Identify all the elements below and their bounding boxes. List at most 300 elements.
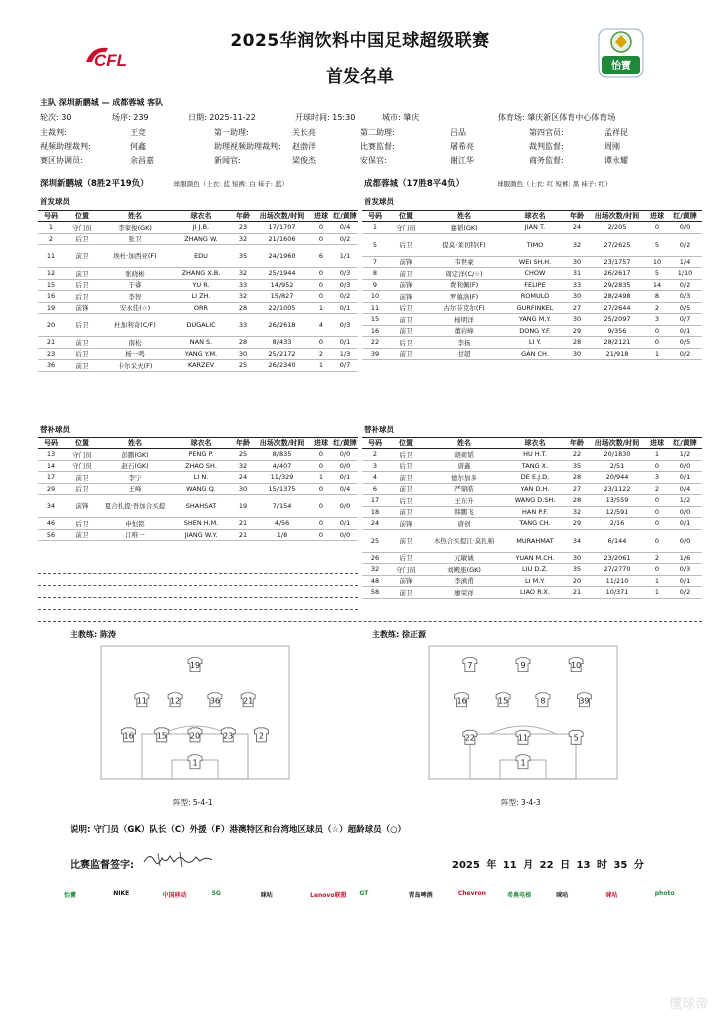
player-cell: 21/1606 <box>254 233 310 245</box>
csl-logo-text: 怡寶 <box>611 61 631 72</box>
player-cell: 杨一鸣 <box>100 348 170 360</box>
official-role: 第一助理: <box>214 128 249 137</box>
sponsor-logo: photo <box>654 890 675 897</box>
player-row <box>38 518 358 530</box>
player-shirt-number: 16 <box>456 696 467 706</box>
player-cell: 王东升 <box>424 495 504 507</box>
column-header: 姓名 <box>424 438 504 449</box>
player-cell: 10 <box>646 256 668 268</box>
player-cell: 0 <box>646 564 668 576</box>
player-row <box>38 360 358 372</box>
player-cell: 32 <box>232 460 254 472</box>
player-cell: 2/16 <box>588 518 646 530</box>
player-cell: 韦世豪 <box>424 256 504 268</box>
player-cell: 11/210 <box>588 575 646 587</box>
player-row <box>38 460 358 472</box>
player-cell: 1 <box>646 348 668 360</box>
player-cell: NAN S. <box>170 337 232 349</box>
player-row <box>362 506 702 518</box>
player-cell: 前锋 <box>64 495 100 518</box>
player-cell: SHEN H.M. <box>170 518 232 530</box>
player-cell: DONG Y.F. <box>504 325 566 337</box>
player-cell: 23/2061 <box>588 552 646 564</box>
player-cell: 0/0 <box>668 506 702 518</box>
sponsor-logo: 咪咕 <box>605 892 618 899</box>
column-header: 红/黄牌 <box>333 439 357 447</box>
player-cell: 提莫·莱切特(F) <box>424 233 504 256</box>
column-header: 姓名 <box>424 211 504 222</box>
player-cell: 董岩峰 <box>424 325 504 337</box>
player-cell: 前锋 <box>388 291 424 303</box>
player-cell: WANG D.SH. <box>504 495 566 507</box>
player-cell: 29/2835 <box>588 279 646 291</box>
column-header: 位置 <box>64 211 100 222</box>
player-shirt-number: 22 <box>464 733 475 743</box>
player-cell: 前卫 <box>64 337 100 349</box>
player-cell: 前卫 <box>388 529 424 552</box>
player-cell: 25 <box>232 360 254 372</box>
player-cell: WEI SH.H. <box>504 256 566 268</box>
player-row <box>38 268 358 280</box>
player-cell: 20 <box>566 575 588 587</box>
column-header: 年龄 <box>566 438 588 449</box>
player-cell: 29 <box>566 325 588 337</box>
player-cell: TIMO <box>504 233 566 256</box>
column-header: 姓名 <box>100 211 170 222</box>
away-coach: 主教练: 徐正源 <box>372 630 426 639</box>
sponsor-logo: 咪咕 <box>260 892 273 899</box>
sponsor-logo: 咪咕 <box>556 892 569 899</box>
player-cell: 前卫 <box>388 348 424 360</box>
player-cell: 0/1 <box>668 472 702 484</box>
column-header: 号码 <box>38 438 64 449</box>
player-cell: 0/2 <box>668 279 702 291</box>
home-formation: 阵型: 5-4-1 <box>173 798 213 807</box>
player-cell: 39 <box>362 348 388 360</box>
home-team-header: 深圳新鹏城（8胜2平19负） <box>40 179 149 189</box>
player-cell: 26 <box>362 552 388 564</box>
player-shirt-number: 2 <box>258 731 264 741</box>
player-cell: 1/1 <box>332 245 358 268</box>
player-cell: 0/3 <box>332 314 358 337</box>
player-shirt-number: 15 <box>497 696 509 706</box>
official-role: 助理视频助理裁判: <box>214 142 281 151</box>
player-shirt-number: 39 <box>579 696 590 706</box>
player-cell: 46 <box>38 518 64 530</box>
player-shirt-icon <box>168 693 182 707</box>
player-cell: 前锋 <box>388 575 424 587</box>
player-cell: 赵石(GK) <box>100 460 170 472</box>
player-cell: 12/591 <box>588 506 646 518</box>
official-role: 主裁判: <box>40 128 67 137</box>
player-cell: 6 <box>310 245 332 268</box>
sponsor-logo: 青岛啤酒 <box>408 892 433 899</box>
player-cell: 19 <box>38 302 64 314</box>
player-cell: 前锋 <box>388 279 424 291</box>
player-cell: 后卫 <box>388 337 424 349</box>
player-cell: 于睿 <box>100 279 170 291</box>
player-cell: 0/3 <box>332 279 358 291</box>
player-cell: 后卫 <box>64 233 100 245</box>
player-cell: 22 <box>566 449 588 461</box>
player-cell: 2/51 <box>588 460 646 472</box>
player-cell: 30 <box>566 256 588 268</box>
kickoff-time: 开球时间: 15:30 <box>295 113 356 122</box>
player-cell: YAN D.H. <box>504 483 566 495</box>
player-cell: 30 <box>232 348 254 360</box>
match-number: 场序: 239 <box>112 113 149 122</box>
player-cell: 8/433 <box>254 337 310 349</box>
player-cell: 2 <box>362 449 388 461</box>
player-row <box>362 279 702 291</box>
player-cell: 15/827 <box>254 291 310 303</box>
player-cell: 0/1 <box>668 325 702 337</box>
player-cell: 0 <box>310 483 332 495</box>
player-cell: 0 <box>646 460 668 472</box>
player-cell: 0/0 <box>668 460 702 472</box>
player-cell: 10/371 <box>588 587 646 599</box>
player-cell: 1 <box>646 449 668 461</box>
player-cell: 周定洋(C/☆) <box>424 268 504 280</box>
column-header: 出场次数/时间 <box>588 438 646 449</box>
player-row <box>38 529 358 541</box>
player-cell: 26/2340 <box>254 360 310 372</box>
player-shirt-number: 9 <box>520 661 526 671</box>
player-cell: 33 <box>232 314 254 337</box>
player-cell: YANG Y.M. <box>170 348 232 360</box>
supervisor-signature <box>140 848 215 870</box>
player-cell: JI J.B. <box>170 222 232 234</box>
player-cell: 15 <box>362 314 388 326</box>
player-shirt-icon <box>455 693 469 707</box>
player-cell: 0 <box>310 291 332 303</box>
player-cell: 1/8 <box>254 529 310 541</box>
player-cell: 20/1830 <box>588 449 646 461</box>
round: 轮次: 30 <box>40 113 72 122</box>
player-cell: 9 <box>362 279 388 291</box>
player-cell: 后卫 <box>388 460 424 472</box>
player-cell: 王峰 <box>100 483 170 495</box>
player-cell: 李宁 <box>100 472 170 484</box>
player-cell: 1 <box>646 587 668 599</box>
player-cell: 34 <box>38 495 64 518</box>
player-shirt-number: 11 <box>136 696 147 706</box>
player-cell: 10 <box>362 291 388 303</box>
player-cell: 夏合扎提·吾加合买提 <box>100 495 170 518</box>
player-cell: GAN CH. <box>504 348 566 360</box>
divider <box>38 609 358 610</box>
player-cell: 廖荣祥 <box>424 587 504 599</box>
player-row <box>38 245 358 268</box>
player-cell: 卡尔采夫(F) <box>100 360 170 372</box>
player-cell: LI Y. <box>504 337 566 349</box>
player-cell: 2 <box>310 348 332 360</box>
player-cell: 28/2121 <box>588 337 646 349</box>
player-cell: 张卫 <box>100 233 170 245</box>
player-cell: ORR <box>170 302 232 314</box>
player-shirt-number: 1 <box>520 758 526 768</box>
player-cell: 前锋 <box>64 302 100 314</box>
player-cell: ZHAO SH. <box>170 460 232 472</box>
player-row <box>38 348 358 360</box>
player-cell: 胡荷韬 <box>424 449 504 461</box>
away-subs-table <box>362 437 702 599</box>
column-header: 球衣名 <box>504 438 566 449</box>
sponsor-logo: 怡寶 <box>64 892 77 899</box>
player-cell: 李滇甫 <box>424 575 504 587</box>
player-shirt-icon <box>536 693 550 707</box>
player-cell: 1 <box>310 302 332 314</box>
player-cell: 0/2 <box>332 233 358 245</box>
official-role: 商务监督: <box>529 156 564 165</box>
player-cell: 11 <box>362 302 388 314</box>
stadium: 体育场: 肇庆新区体育中心体育场 <box>498 113 616 122</box>
column-header: 球衣名 <box>170 438 232 449</box>
official-role: 第二助理: <box>360 128 395 137</box>
cfl-logo-text: CFL <box>94 51 128 70</box>
home-subs-table <box>38 437 358 541</box>
divider <box>38 597 358 598</box>
column-header: 号码 <box>362 438 388 449</box>
player-cell: 安永佳(☆) <box>100 302 170 314</box>
player-cell: 30 <box>566 314 588 326</box>
player-cell: 1 <box>310 360 332 372</box>
column-header: 红/黄牌 <box>333 212 357 220</box>
player-cell: 28 <box>232 302 254 314</box>
player-cell: 蹇韬(GK) <box>424 222 504 234</box>
player-cell: 0 <box>646 495 668 507</box>
player-cell: 后卫 <box>388 233 424 256</box>
divider <box>38 585 358 586</box>
player-cell: 0/5 <box>668 302 702 314</box>
player-cell: 0 <box>310 449 332 461</box>
player-cell: 0 <box>310 233 332 245</box>
player-cell: 23 <box>38 348 64 360</box>
player-cell: 2 <box>646 302 668 314</box>
player-shirt-number: 11 <box>517 733 529 743</box>
player-cell: 前卫 <box>388 483 424 495</box>
player-cell: 0/0 <box>332 449 358 461</box>
player-cell: GURFINKEL <box>504 302 566 314</box>
player-cell: 15/1375 <box>254 483 310 495</box>
player-cell: 8/835 <box>254 449 310 461</box>
player-cell: 1/2 <box>668 495 702 507</box>
player-cell: 24 <box>232 472 254 484</box>
player-cell: 21 <box>566 587 588 599</box>
player-cell: 江唯一 <box>100 529 170 541</box>
divider <box>38 573 358 574</box>
player-cell: 彭鹏(GK) <box>100 449 170 461</box>
player-cell: 后卫 <box>388 552 424 564</box>
player-cell: 25/1944 <box>254 268 310 280</box>
player-cell: 前卫 <box>64 472 100 484</box>
column-header: 年龄 <box>232 438 254 449</box>
player-cell: 35 <box>232 245 254 268</box>
official-name: 何鑫 <box>130 142 146 151</box>
player-cell: 1 <box>362 222 388 234</box>
csl-logo <box>598 28 644 78</box>
column-header: 出场次数/时间 <box>254 438 310 449</box>
away-formation-pitch <box>428 645 618 780</box>
player-cell: 2/205 <box>588 222 646 234</box>
official-name: 梁俊杰 <box>292 156 316 165</box>
official-name: 屠希亮 <box>450 142 474 151</box>
player-shirt-number: 10 <box>571 661 582 671</box>
player-cell: 11 <box>38 245 64 268</box>
player-shirt-number: 12 <box>169 696 181 706</box>
player-cell: 0/3 <box>668 564 702 576</box>
player-cell: 24 <box>362 518 388 530</box>
player-cell: 14 <box>646 279 668 291</box>
player-shirt-icon <box>516 755 530 769</box>
sponsor-logo: 中国移动 <box>162 892 187 899</box>
player-shirt-icon <box>208 693 222 707</box>
player-shirt-number: 1 <box>192 758 198 768</box>
player-cell: 韩鹏飞 <box>424 506 504 518</box>
player-cell: 0/1 <box>332 337 358 349</box>
page-subtitle: 首发名单 <box>326 67 394 87</box>
matchup: 主队 深圳新鹏城 — 成都蓉城 客队 <box>40 98 164 107</box>
official-role: 视频助理裁判: <box>40 142 91 151</box>
player-cell: 1/6 <box>668 552 702 564</box>
player-row <box>362 348 702 360</box>
player-cell: 22 <box>362 337 388 349</box>
away-subs-label: 替补球员 <box>364 425 394 434</box>
player-cell: 16 <box>362 325 388 337</box>
official-name: 周刚 <box>604 142 620 151</box>
player-cell: 0/1 <box>668 518 702 530</box>
player-cell: 后卫 <box>388 495 424 507</box>
home-starting-label: 首发球员 <box>40 197 70 206</box>
player-cell: 杜加利奇(C/F) <box>100 314 170 337</box>
player-row <box>362 460 702 472</box>
away-formation: 阵型: 3-4-3 <box>501 798 541 807</box>
player-cell: 5 <box>646 268 668 280</box>
player-cell: 36 <box>38 360 64 372</box>
player-cell: 李扬 <box>424 337 504 349</box>
player-cell: 56 <box>38 529 64 541</box>
player-cell: 24/1960 <box>254 245 310 268</box>
player-cell: 后卫 <box>64 314 100 337</box>
player-cell: 17 <box>362 495 388 507</box>
player-cell: 32 <box>566 506 588 518</box>
player-cell: 德尔加多 <box>424 472 504 484</box>
player-shirt-number: 15 <box>156 731 167 741</box>
page-title: 2025华润饮料中国足球超级联赛 <box>230 31 490 51</box>
player-cell: 2 <box>646 552 668 564</box>
player-cell: 5 <box>362 233 388 256</box>
column-header: 姓名 <box>100 438 170 449</box>
player-cell: 1/10 <box>668 268 702 280</box>
player-cell: 0 <box>310 268 332 280</box>
player-cell: 32 <box>362 564 388 576</box>
player-cell: 13/559 <box>588 495 646 507</box>
column-header: 红/黄牌 <box>668 211 702 222</box>
sponsor-strip <box>60 882 700 912</box>
player-cell: 20 <box>38 314 64 337</box>
player-cell: 27/2770 <box>588 564 646 576</box>
player-cell: 0 <box>646 222 668 234</box>
player-row <box>362 472 702 484</box>
official-name: 关长亮 <box>292 128 316 137</box>
official-name: 吕品 <box>450 128 466 137</box>
player-row <box>362 222 702 234</box>
player-cell: 28/2498 <box>588 291 646 303</box>
player-row <box>362 314 702 326</box>
player-cell: 13 <box>38 449 64 461</box>
player-cell: LIU D.Z. <box>504 564 566 576</box>
player-cell: 0/2 <box>668 233 702 256</box>
player-row <box>362 518 702 530</box>
player-shirt-number: 36 <box>209 696 221 706</box>
official-role: 赛区协调员: <box>40 156 83 165</box>
player-row <box>362 587 702 599</box>
player-cell: LI M.Y. <box>504 575 566 587</box>
player-cell: 29 <box>566 518 588 530</box>
player-cell: 0 <box>310 279 332 291</box>
player-cell: 前卫 <box>64 360 100 372</box>
player-cell: 5 <box>646 233 668 256</box>
away-starters-table <box>362 210 702 360</box>
sponsor-logo: Chevron <box>457 890 486 897</box>
player-cell: 守门员 <box>64 222 100 234</box>
player-cell: 4/56 <box>254 518 310 530</box>
player-cell: 0 <box>310 337 332 349</box>
player-shirt-icon <box>155 728 169 742</box>
player-cell: 11/329 <box>254 472 310 484</box>
player-shirt-icon <box>463 730 477 744</box>
player-cell: 0 <box>310 529 332 541</box>
player-cell: 0/3 <box>332 268 358 280</box>
player-cell: 后卫 <box>64 348 100 360</box>
player-cell: 4 <box>310 314 332 337</box>
player-cell: 0/5 <box>668 337 702 349</box>
player-cell: MURAHMAT <box>504 529 566 552</box>
player-cell: 30 <box>566 291 588 303</box>
player-cell: PENG P. <box>170 449 232 461</box>
player-cell: 元敏诚 <box>424 552 504 564</box>
column-header: 球衣名 <box>504 211 566 222</box>
player-shirt-icon <box>569 730 583 744</box>
player-cell: 27 <box>566 483 588 495</box>
player-cell: 0/0 <box>668 222 702 234</box>
player-cell: 杨明洋 <box>424 314 504 326</box>
player-shirt-icon <box>122 728 136 742</box>
player-cell: 21 <box>38 337 64 349</box>
column-header: 位置 <box>388 211 424 222</box>
signature-label: 比赛监督签字: <box>70 860 134 871</box>
player-row <box>38 337 358 349</box>
player-cell: 严鼎皓 <box>424 483 504 495</box>
column-header: 位置 <box>64 438 100 449</box>
player-cell: 35 <box>566 564 588 576</box>
player-row <box>362 564 702 576</box>
player-cell: 31 <box>566 268 588 280</box>
player-cell: CHOW <box>504 268 566 280</box>
player-shirt-icon <box>569 658 583 672</box>
player-cell: 23/1757 <box>588 256 646 268</box>
player-cell: 前卫 <box>64 268 100 280</box>
player-shirt-number: 23 <box>223 731 234 741</box>
player-row <box>38 233 358 245</box>
player-row <box>38 222 358 234</box>
player-cell: 17/1707 <box>254 222 310 234</box>
player-shirt-number: 8 <box>540 696 546 706</box>
player-cell: 21 <box>232 518 254 530</box>
player-row <box>362 449 702 461</box>
player-cell: YANG M.Y. <box>504 314 566 326</box>
column-header: 位置 <box>388 438 424 449</box>
